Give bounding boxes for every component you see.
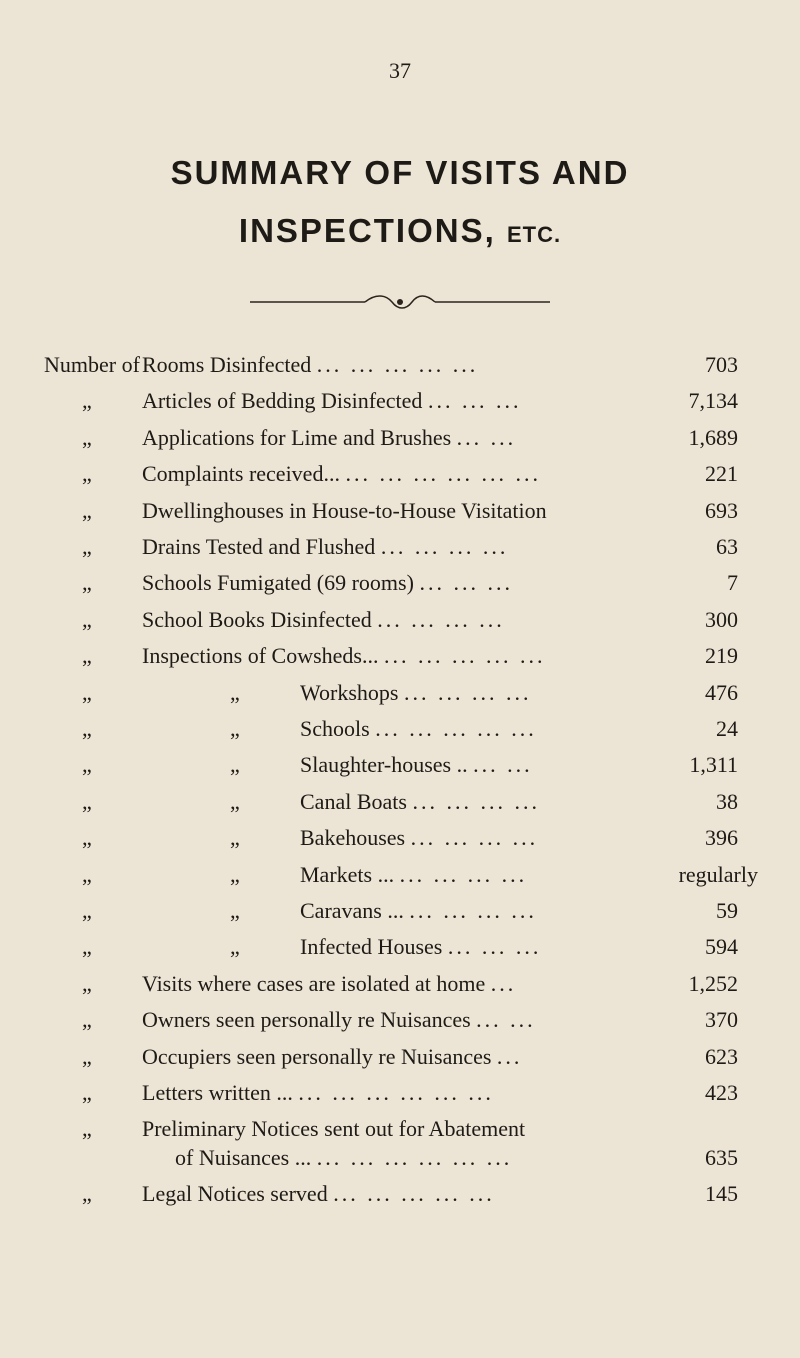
table-row: [0, 456, 800, 492]
ditto-mark: „: [82, 1080, 92, 1105]
page-number: 37: [389, 58, 411, 83]
row-value: 1,311: [689, 752, 738, 778]
ditto-mark: „: [82, 788, 92, 814]
ditto-mark: „: [82, 1007, 92, 1033]
page-title-line-1: SUMMARY OF VISITS AND: [170, 154, 630, 191]
row-label: Bakehouses ... ... ... ...: [300, 825, 539, 851]
table-row: [0, 529, 800, 565]
leader-dots: ...: [496, 1043, 523, 1069]
row-value: regularly: [678, 861, 758, 887]
leader-dots: ... ...: [473, 752, 533, 778]
row-label: Slaughter-houses .. ... ...: [300, 752, 533, 778]
sub-ditto-mark: „: [230, 679, 240, 705]
leader-dots: ... ... ... ...: [380, 534, 509, 559]
row-label: Preliminary Notices sent out for Abatement: [142, 1116, 526, 1142]
ditto-mark: „: [82, 497, 92, 523]
row-value: 623: [705, 1043, 738, 1069]
leader-dots: ...: [490, 970, 517, 996]
table-row: [0, 602, 800, 638]
table-row: [0, 966, 800, 1002]
row-value: 7,134: [688, 388, 738, 414]
row-value: 635: [705, 1144, 738, 1170]
ditto-mark: „: [82, 970, 92, 996]
table-row: [0, 820, 800, 856]
ditto-mark: „: [82, 825, 92, 851]
leader-dots: ... ... ... ... ...: [333, 1181, 495, 1207]
ditto-mark: „: [82, 861, 92, 887]
row-label: School Books Disinfected ... ... ... ...: [142, 606, 505, 632]
leader-dots: ... ... ... ... ... ...: [316, 1144, 513, 1170]
row-label: Occupiers seen personally re Nuisances ...: [142, 1043, 523, 1069]
leader-dots: ... ... ...: [427, 388, 522, 414]
row-label: Letters written ... ... ... ... ... ... ...: [142, 1080, 494, 1105]
row-label: Legal Notices served ... ... ... ... ...: [142, 1181, 495, 1207]
row-value: 1,689: [688, 424, 738, 450]
row-value: 24: [716, 716, 738, 741]
ditto-mark: „: [82, 461, 92, 487]
row-value: 370: [705, 1007, 738, 1033]
row-value: 7: [727, 570, 738, 596]
row-label: Canal Boats ... ... ... ...: [300, 788, 540, 814]
leader-dots: ... ...: [456, 424, 517, 450]
row-label-continuation: of Nuisances ... ... ... ... ... ... ...: [175, 1144, 513, 1170]
ditto-mark: „: [82, 388, 92, 414]
page-title-line-2: [0, 212, 800, 250]
table-row: [0, 747, 800, 783]
row-label: Caravans ... ... ... ... ...: [300, 898, 537, 923]
leader-dots: ... ... ... ... ...: [316, 352, 479, 377]
table-row-continuation: [0, 1140, 800, 1176]
ornament-divider-icon: [250, 292, 550, 312]
ditto-mark: „: [82, 643, 92, 669]
row-label: Inspections of Cowsheds... ... ... ... ... ...: [142, 643, 546, 669]
table-row: [0, 638, 800, 674]
table-row: [0, 420, 800, 456]
sub-ditto-mark: „: [230, 934, 240, 960]
table-row: [0, 1176, 800, 1212]
row-value: 703: [705, 352, 738, 377]
ditto-mark: „: [82, 606, 92, 632]
table-row: [0, 711, 800, 747]
leader-dots: ... ... ... ...: [399, 861, 528, 887]
sub-ditto-mark: „: [230, 716, 240, 741]
table-row: [0, 383, 800, 419]
ditto-mark: „: [82, 1043, 92, 1069]
leader-dots: ... ... ...: [419, 570, 513, 596]
row-label: Articles of Bedding Disinfected ... ... ...: [142, 388, 522, 414]
leader-dots: ... ... ... ...: [410, 825, 539, 851]
ditto-mark: „: [82, 716, 92, 741]
sub-ditto-mark: „: [230, 752, 240, 778]
row-label: Rooms Disinfected ... ... ... ... ...: [142, 352, 479, 377]
ditto-mark: „: [82, 898, 92, 923]
table-row: [0, 675, 800, 711]
row-label: Applications for Lime and Brushes ... ...: [142, 424, 517, 450]
row-value: 63: [716, 534, 738, 559]
row-label: Visits where cases are isolated at home ...: [142, 970, 517, 996]
leader-dots: ... ... ... ... ...: [375, 716, 537, 741]
row-label: Workshops ... ... ... ...: [300, 679, 532, 705]
row-value: 594: [705, 934, 738, 960]
leader-dots: ... ... ... ...: [412, 788, 540, 814]
sub-ditto-mark: „: [230, 788, 240, 814]
leader-dots: ... ... ... ...: [409, 898, 537, 923]
leader-dots: ... ...: [476, 1007, 536, 1033]
table-row: [0, 1039, 800, 1075]
ditto-mark: „: [82, 424, 92, 450]
leader-dots: ... ... ... ... ... ...: [298, 1080, 494, 1105]
ditto-mark: „: [82, 679, 92, 705]
row-value: 300: [705, 606, 738, 632]
row-value: 1,252: [688, 970, 738, 996]
ditto-mark: „: [82, 934, 92, 960]
table-row: [0, 784, 800, 820]
row-value: 693: [705, 497, 738, 523]
row-value: 38: [716, 788, 738, 814]
row-label: Complaints received... ... ... ... ... ... ...: [142, 461, 541, 487]
ditto-mark: „: [82, 534, 92, 559]
row-label: Drains Tested and Flushed ... ... ... ...: [142, 534, 509, 559]
table-row: [0, 857, 800, 893]
table-row: [0, 493, 800, 529]
row-prefix: Number of: [44, 352, 140, 377]
table-row: [0, 1075, 800, 1111]
row-value: 221: [705, 461, 738, 487]
row-value: 145: [705, 1181, 738, 1207]
row-value: 396: [705, 825, 738, 851]
table-row: [0, 565, 800, 601]
row-value: 423: [705, 1080, 738, 1105]
leader-dots: ... ... ...: [447, 934, 542, 960]
ditto-mark: „: [82, 570, 92, 596]
sub-ditto-mark: „: [230, 825, 240, 851]
row-label: Infected Houses ... ... ...: [300, 934, 542, 960]
table-row: [0, 929, 800, 965]
ditto-mark: „: [82, 752, 92, 778]
row-label: Schools Fumigated (69 rooms) ... ... ...: [142, 570, 513, 596]
leader-dots: ... ... ... ...: [377, 606, 505, 632]
table-row: [0, 893, 800, 929]
table-row: [0, 347, 800, 383]
title-main: INSPECTIONS,: [238, 212, 496, 249]
ditto-mark: „: [82, 1181, 92, 1207]
ditto-mark: „: [82, 1116, 92, 1142]
row-label: Schools ... ... ... ... ...: [300, 716, 537, 741]
leader-dots: ... ... ... ... ... ...: [345, 461, 541, 487]
leader-dots: ... ... ... ...: [403, 679, 532, 705]
row-label: Owners seen personally re Nuisances ... ...: [142, 1007, 536, 1033]
sub-ditto-mark: „: [230, 861, 240, 887]
row-label: Dwellinghouses in House-to-House Visitation: [142, 497, 547, 523]
title-small-caps: ETC.: [506, 222, 562, 247]
row-value: 59: [716, 898, 738, 923]
sub-ditto-mark: „: [230, 898, 240, 923]
leader-dots: ... ... ... ... ...: [383, 643, 546, 669]
row-value: 476: [705, 679, 738, 705]
row-label: Markets ... ... ... ... ...: [300, 861, 528, 887]
row-value: 219: [705, 643, 738, 669]
table-row: [0, 1002, 800, 1038]
